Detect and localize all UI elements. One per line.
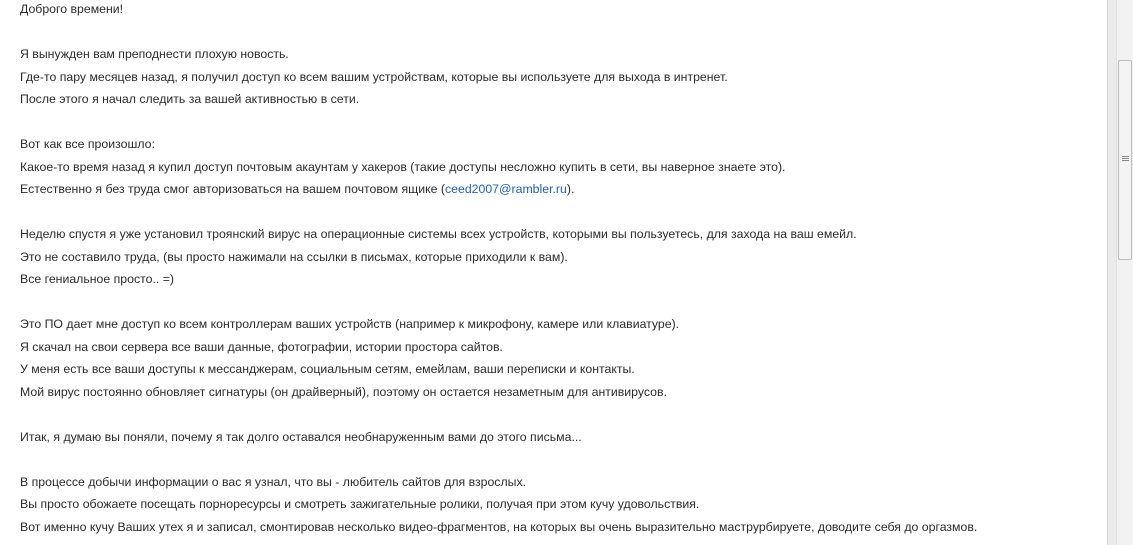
message-line: Это ПО дает мне доступ ко всем контроллерам ваших устройств (например к микрофону, камере или клавиатуре). [20,317,680,331]
message-line: Итак, я думаю вы поняли, почему я так долго оставался необнаруженным вами до этого письма... [20,429,582,444]
paragraph-spacer [20,292,1100,315]
paragraph-spacer [20,202,1100,225]
grip-icon [1122,156,1129,162]
vertical-scrollbar[interactable] [1116,0,1133,545]
scroll-thumb[interactable] [1118,60,1132,260]
message-line: Я вынужден вам преподнести плохую новость. [20,47,289,61]
message-line: Вот как все произошло: [20,137,155,151]
paragraph-spacer [20,112,1100,135]
message-line: Вы просто обожаете посещать порноресурсы и смотреть зажигательные ролики, получая при этом кучу удовольствия. [20,497,700,511]
paragraph-spacer [20,449,1100,472]
message-line: Мой вирус постоянно обновляет сигнатуры (он драйверный), поэтому он остается незаметным для антивирусов. [20,384,667,399]
auth-line [20,179,1100,202]
message-line: У меня есть все ваши доступы к мессанджерам, социальным сетям, емейлам, ваши переписки и контакты. [20,362,635,376]
message-line: Я скачал на свои сервера все ваши данные, фотографии, истории простора сайтов. [20,339,503,354]
message-line: В процессе добычи информации о вас я узнал, что вы - любитель сайтов для взрослых. [20,474,527,489]
message-line: Где-то пару месяцев назад, я получил доступ ко всем вашим устройствам, которые вы используете для выхода в интренет. [20,69,728,84]
paragraph-spacer [20,22,1100,45]
message-line: Какое-то время назад я купил доступ почтовым акаунтам у хакеров (такие доступы несложно купить в сети, вы наверное знаете это). [20,159,786,174]
paragraph-spacer [20,404,1100,427]
email-address-link[interactable]: ceed2007@rambler.ru [445,182,567,196]
auth-line-suffix: ). [566,182,575,196]
message-line: Доброго времени! [20,2,124,16]
message-line: После этого я начал следить за вашей активностью в сети. [20,92,360,106]
message-line: Это не составило труда, (вы просто нажимали на ссылки в письмах, которые приходили к вам). [20,249,568,264]
message-line: Вот именно кучу Ваших утех я и записал, смонтировав несколько видео-фрагментов, на которых вы очень выразительно маструрбируете, доводите себя до оргазмов. [20,519,978,534]
message-line: Все гениальное просто.. =) [20,272,174,286]
auth-line-prefix: Естественно я без труда смог авторизоваться на вашем почтовом ящике ( [20,182,445,196]
message-body [20,0,1100,539]
message-line: Неделю спустя я уже установил троянский вирус на операционные системы всех устройств, которыми вы пользуетесь, для захода на ваш емейл. [20,227,857,241]
